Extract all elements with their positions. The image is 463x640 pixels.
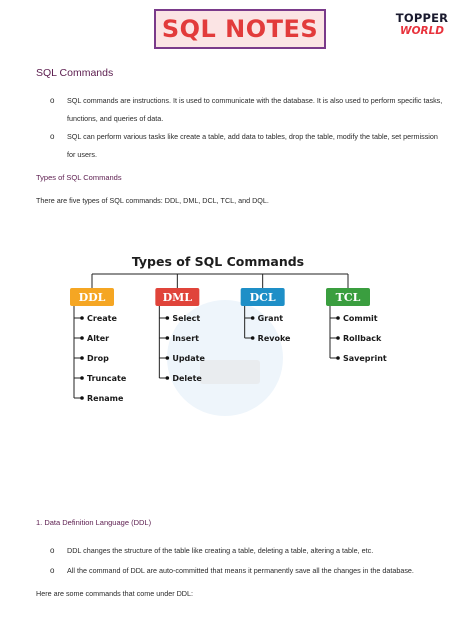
item-label-delete: Delete	[172, 374, 202, 383]
types-intro-text: There are five types of SQL commands: DDL, DML, DCL, TCL, and DQL.	[36, 196, 269, 205]
item-label-rename: Rename	[87, 394, 124, 403]
ddl-intro-text: Here are some commands that come under DDL:	[36, 589, 193, 598]
bullet-text-line2: functions, and queries of data.	[67, 114, 164, 123]
bullet-text-line2: for users.	[67, 150, 97, 159]
item-label-grant: Grant	[257, 314, 284, 323]
item-dot	[80, 356, 84, 360]
bullet-text-line1: All the command of DDL are auto-committed that means it permanently save all the changes in the database.	[67, 566, 414, 575]
item-dot	[80, 396, 84, 400]
sql-command-types-diagram	[60, 248, 387, 418]
section-heading-types: Types of SQL Commands	[36, 173, 122, 182]
item-dot	[251, 336, 255, 340]
group-label-ddl: DDL	[78, 291, 106, 304]
page-title: SQL NOTES	[161, 15, 319, 43]
item-dot	[80, 316, 84, 320]
item-label-insert: Insert	[172, 334, 199, 343]
item-label-saveprint: Saveprint	[343, 354, 387, 363]
item-dot	[166, 316, 170, 320]
diagram-canvas	[60, 248, 387, 418]
bullet-text-line1: DDL changes the structure of the table like creating a table, deleting a table, altering a table, etc.	[67, 546, 374, 555]
item-label-select: Select	[172, 314, 201, 323]
item-label-commit: Commit	[343, 314, 378, 323]
item-dot	[80, 376, 84, 380]
bullet-text-line1: SQL can perform various tasks like create a table, add data to tables, drop the table, modify the table, set permission	[67, 132, 438, 141]
item-label-rollback: Rollback	[343, 334, 382, 343]
watermark-book-shape	[200, 360, 260, 384]
section-heading-ddl: 1. Data Definition Language (DDL)	[36, 518, 152, 527]
item-label-drop: Drop	[87, 354, 109, 363]
item-dot	[166, 376, 170, 380]
item-label-alter: Alter	[87, 334, 110, 343]
item-dot	[336, 336, 340, 340]
bullet-marker: o	[50, 132, 55, 141]
item-dot	[166, 356, 170, 360]
item-label-create: Create	[87, 314, 117, 323]
group-label-dcl: DCL	[249, 291, 276, 304]
item-label-revoke: Revoke	[257, 334, 291, 343]
brand-logo-top: TOPPER	[395, 11, 449, 25]
diagram-title: Types of SQL Commands	[131, 254, 305, 269]
page-title-box	[154, 9, 326, 49]
item-dot	[336, 316, 340, 320]
bullet-marker: o	[50, 96, 55, 105]
brand-logo	[392, 13, 452, 36]
item-label-truncate: Truncate	[87, 374, 127, 383]
item-dot	[80, 336, 84, 340]
bullet-text-line1: SQL commands are instructions. It is used to communicate with the database. It is also used to perform specific tasks,	[67, 96, 443, 105]
group-label-tcl: TCL	[335, 291, 361, 304]
bullet-marker: o	[50, 546, 55, 555]
item-label-update: Update	[172, 354, 205, 363]
item-dot	[251, 316, 255, 320]
group-label-dml: DML	[162, 291, 193, 304]
bullet-marker: o	[50, 566, 55, 575]
item-dot	[166, 336, 170, 340]
item-dot	[336, 356, 340, 360]
brand-logo-bottom: WORLD	[400, 24, 444, 37]
section-heading-sql-commands: SQL Commands	[36, 67, 114, 79]
